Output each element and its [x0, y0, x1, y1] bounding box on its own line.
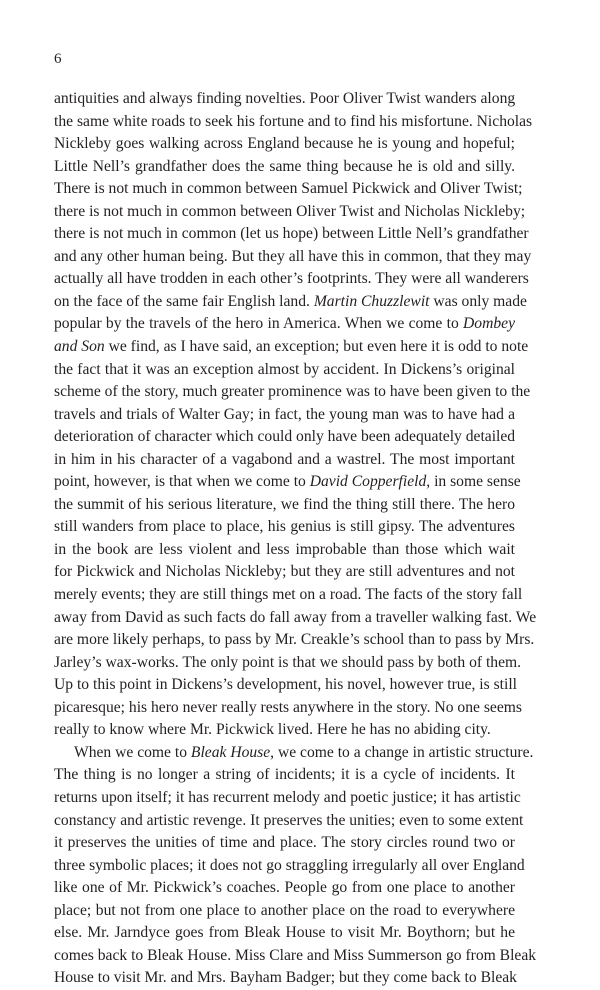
- text-line: [54, 88, 515, 111]
- text-line: [54, 516, 515, 539]
- text-run: else. Mr. Jarndyce goes from Bleak House to visit Mr. Boythorn; but he: [54, 924, 515, 942]
- text-run: picaresque; his hero never really rests anywhere in the story. No one seems: [54, 698, 522, 716]
- text-line: [54, 223, 529, 246]
- text-line: [54, 404, 515, 427]
- text-line: [54, 494, 515, 517]
- text-run: Jarley’s wax-works. The only point is that we should pass by both of them.: [54, 653, 522, 671]
- text-line: [54, 877, 515, 900]
- text-run: away from David as such facts do fall away from a traveller walking fast. We: [54, 608, 537, 626]
- text-run: deterioration of character which could only have been adequately detailed: [54, 428, 516, 446]
- text-run: Nickleby goes walking across England because he is young and hopeful;: [54, 135, 515, 153]
- text-run: for Pickwick and Nicholas Nickleby; but they are still adventures and not: [54, 563, 515, 581]
- text-line: [54, 900, 515, 923]
- text-run: still wanders from place to place, his genius is still gipsy. The adventures: [54, 518, 515, 536]
- text-run: returns upon itself; it has recurrent melody and poetic justice; it has artistic: [54, 788, 521, 806]
- text-run: point, however, is that when we come to: [54, 473, 310, 491]
- text-line: [54, 111, 533, 134]
- text-run: in him in his character of a vagabond and a wastrel. The most important: [54, 450, 515, 468]
- text-run: three symbolic places; it does not go straggling irregularly all over England: [54, 856, 525, 874]
- italic-title-text: Martin Chuzzlewit: [313, 292, 430, 310]
- text-line: [54, 967, 515, 990]
- text-line: [54, 719, 515, 742]
- text-run: Up to this point in Dickens’s development, his novel, however true, is still: [54, 676, 517, 694]
- text-line: [54, 313, 515, 336]
- text-line: [54, 561, 515, 584]
- text-line: [54, 539, 515, 562]
- text-line: [54, 674, 515, 697]
- text-line: [54, 945, 537, 968]
- text-line: [54, 156, 515, 179]
- text-run: When we come to: [74, 743, 191, 761]
- text-line: [54, 201, 526, 224]
- text-run: popular by the travels of the hero in America. When we come to: [54, 315, 464, 333]
- italic-title-text: David Copperfield: [309, 473, 427, 491]
- text-line: [54, 336, 529, 359]
- text-run: constancy and artistic revenge. It preserves the unities; even to some extent: [54, 811, 524, 829]
- text-run: merely events; they are still things met on a road. The facts of the story fall: [54, 586, 523, 604]
- text-run: , we come to a change in artistic structure.: [270, 743, 534, 761]
- text-run: in the book are less violent and less improbable than those which wait: [54, 540, 515, 558]
- text-line: [54, 629, 535, 652]
- italic-title-text: Dombey: [463, 315, 515, 333]
- text-line: [54, 359, 515, 382]
- page-number: 6: [54, 51, 62, 67]
- text-run: the fact that it was an exception almost by accident. In Dickens’s original: [54, 360, 515, 378]
- text-line: [54, 607, 537, 630]
- text-run: on the face of the same fair English land.: [54, 292, 314, 310]
- text-run: Little Nell’s grandfather does the same thing because he is old and silly.: [54, 157, 515, 175]
- text-run: are more likely perhaps, to pass by Mr. Creakle’s school than to pass by Mrs.: [54, 631, 535, 649]
- text-run: there is not much in common (let us hope) between Little Nell’s grandfather: [54, 225, 529, 243]
- text-line: [54, 764, 515, 787]
- text-line: [54, 787, 521, 810]
- text-run: scheme of the story, much greater prominence was to have been given to the: [54, 383, 531, 401]
- text-run: we find, as I have said, an exception; but even here it is odd to note: [104, 338, 529, 356]
- body-text: [54, 88, 537, 990]
- text-line: [54, 268, 529, 291]
- text-line: [54, 381, 531, 404]
- text-line: [54, 426, 515, 449]
- text-line: [54, 584, 523, 607]
- text-run: the same white roads to seek his fortune and to find his misfortune. Nicholas: [54, 112, 533, 130]
- text-line: [54, 178, 523, 201]
- text-run: there is not much in common between Oliver Twist and Nicholas Nickleby;: [54, 202, 526, 220]
- text-run: actually all have trodden in each other’s footprints. They were all wanderers: [54, 270, 529, 288]
- text-run: the summit of his serious literature, we find the thing still there. The hero: [54, 495, 515, 513]
- text-line: [54, 246, 532, 269]
- italic-title-text: and Son: [54, 338, 105, 356]
- text-line: [54, 855, 525, 878]
- text-run: , in some sense: [426, 473, 521, 491]
- text-line: [54, 471, 521, 494]
- text-line: [54, 449, 515, 472]
- text-run: like one of Mr. Pickwick’s coaches. People go from one place to another: [54, 879, 515, 897]
- text-line: [54, 742, 534, 765]
- text-run: House to visit Mr. and Mrs. Bayham Badger; but they come back to Bleak: [54, 969, 517, 987]
- text-run: place; but not from one place to another place on the road to everywhere: [54, 901, 515, 919]
- text-run: The thing is no longer a string of incidents; it is a cycle of incidents. It: [54, 766, 515, 784]
- text-line: [54, 697, 522, 720]
- text-run: really to know where Mr. Pickwick lived. Here he has no abiding city.: [54, 721, 491, 739]
- text-line: [54, 291, 527, 314]
- text-run: it preserves the unities of time and place. The story circles round two or: [54, 834, 515, 852]
- text-line: [54, 810, 524, 833]
- text-line: [54, 832, 515, 855]
- text-run: and any other human being. But they all have this in common, that they may: [54, 247, 532, 265]
- text-run: antiquities and always finding novelties. Poor Oliver Twist wanders along: [54, 90, 516, 107]
- text-line: [54, 922, 515, 945]
- text-run: was only made: [429, 292, 527, 310]
- italic-title-text: Bleak House: [190, 743, 271, 761]
- text-run: There is not much in common between Samuel Pickwick and Oliver Twist;: [54, 180, 523, 198]
- text-line: [54, 133, 515, 156]
- text-run: travels and trials of Walter Gay; in fact, the young man was to have had a: [54, 405, 515, 423]
- text-line: [54, 652, 522, 675]
- text-run: comes back to Bleak House. Miss Clare and Miss Summerson go from Bleak: [54, 946, 537, 964]
